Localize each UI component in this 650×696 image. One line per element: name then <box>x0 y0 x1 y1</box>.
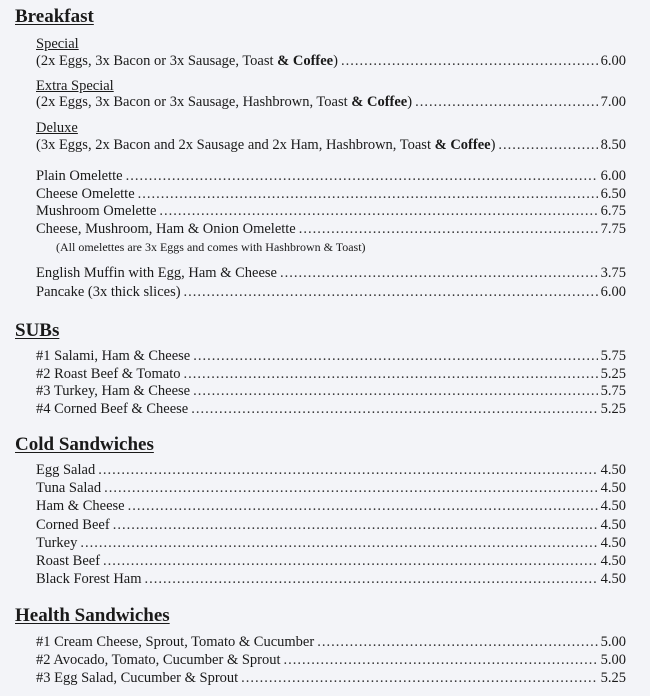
menu-item-deluxe <box>36 136 626 154</box>
dot-leader <box>317 633 597 651</box>
item-name: Turkey <box>36 534 78 551</box>
item-price: 4.50 <box>600 553 626 569</box>
dot-leader <box>128 497 598 515</box>
menu-item <box>36 669 626 687</box>
item-name: Mushroom Omelette <box>36 203 157 220</box>
item-price: 6.00 <box>600 53 626 69</box>
item-name: #3 Egg Salad, Cucumber & Sprout <box>36 670 239 686</box>
deluxe-label: Deluxe <box>36 120 78 136</box>
item-desc: (3x Eggs, 2x Bacon and 2x Sausage and 2x Ham, Hashbrown, Toast <box>36 137 435 153</box>
dot-leader <box>280 264 598 282</box>
menu-item <box>36 534 626 552</box>
menu-item <box>36 202 626 220</box>
item-name: Roast Beef <box>36 553 101 569</box>
dot-leader <box>159 202 597 220</box>
item-desc: (2x Eggs, 3x Bacon or 3x Sausage, Toast <box>36 53 278 69</box>
item-price: 5.00 <box>600 634 626 650</box>
item-name: #3 Turkey, Ham & Cheese <box>36 383 191 400</box>
dot-leader <box>299 220 598 238</box>
menu-item <box>36 552 626 570</box>
menu-item <box>36 283 626 301</box>
menu-item <box>36 382 626 400</box>
dot-leader <box>415 93 598 111</box>
section-heading-subs: SUBs <box>15 320 60 341</box>
dot-leader <box>113 516 598 534</box>
dot-leader <box>341 52 598 70</box>
special-label: Special <box>36 36 79 52</box>
item-desc-close: ) <box>333 53 338 69</box>
item-name: Cheese, Mushroom, Ham & Onion Omelette <box>36 221 296 238</box>
item-name: Ham & Cheese <box>36 498 125 515</box>
menu-item <box>36 633 626 651</box>
item-price: 7.75 <box>600 221 626 238</box>
item-price: 8.50 <box>600 137 626 153</box>
item-price: 5.00 <box>600 652 626 668</box>
menu-item <box>36 347 626 365</box>
menu-item <box>36 570 626 588</box>
item-desc-close: ) <box>407 94 413 110</box>
item-name: Black Forest Ham <box>36 571 142 588</box>
omelette-note: (All omelettes are 3x Eggs and comes with Hashbrown & Toast) <box>56 240 366 254</box>
item-price: 5.25 <box>600 365 626 382</box>
item-name: English Muffin with Egg, Ham & Cheese <box>36 265 277 281</box>
item-price: 4.50 <box>600 534 626 551</box>
item-name: #1 Cream Cheese, Sprout, Tomato & Cucumber <box>36 634 315 650</box>
menu-item <box>36 400 626 418</box>
item-price: 7.00 <box>600 94 626 110</box>
menu-item <box>36 264 626 282</box>
item-name: Plain Omelette <box>36 168 123 184</box>
item-price: 5.25 <box>600 670 626 686</box>
dot-leader <box>80 534 597 552</box>
menu-item <box>36 365 626 383</box>
dot-leader <box>126 167 598 185</box>
dot-leader <box>284 651 598 669</box>
item-name: #2 Roast Beef & Tomato <box>36 365 181 382</box>
dot-leader <box>191 400 597 418</box>
item-desc-bold: & Coffee <box>434 137 491 153</box>
menu-item <box>36 651 626 669</box>
item-price: 3.75 <box>600 265 626 281</box>
item-price: 4.50 <box>600 516 626 533</box>
dot-leader <box>104 479 598 497</box>
item-price: 4.50 <box>600 571 626 588</box>
item-price: 6.50 <box>600 185 626 202</box>
item-name: Pancake (3x thick slices) <box>36 284 181 300</box>
section-heading-health-sandwiches: Health Sandwiches <box>15 605 170 626</box>
item-price: 5.75 <box>600 348 626 364</box>
item-desc: (2x Eggs, 3x Bacon or 3x Sausage, Hashbrown, Toast <box>36 94 352 110</box>
dot-leader <box>138 185 598 203</box>
menu-item-special <box>36 52 626 70</box>
item-price: 6.75 <box>600 203 626 220</box>
item-name: Egg Salad <box>36 462 96 478</box>
item-price: 5.25 <box>600 401 626 418</box>
dot-leader <box>498 136 597 154</box>
item-desc-bold: & Coffee <box>351 94 408 110</box>
item-price: 6.00 <box>600 284 626 300</box>
menu-item <box>36 497 626 515</box>
dot-leader <box>193 347 597 365</box>
item-price: 4.50 <box>600 498 626 515</box>
item-name: #1 Salami, Ham & Cheese <box>36 348 191 364</box>
menu-item-extra-special <box>36 93 626 111</box>
item-price: 6.00 <box>600 168 626 184</box>
dot-leader <box>184 283 598 301</box>
item-price: 4.50 <box>600 462 626 478</box>
dot-leader <box>184 365 598 383</box>
dot-leader <box>103 552 598 570</box>
item-desc-bold: & Coffee <box>277 53 334 69</box>
item-name: Tuna Salad <box>36 480 102 497</box>
menu-item <box>36 479 626 497</box>
menu-item <box>36 185 626 203</box>
section-heading-cold-sandwiches: Cold Sandwiches <box>15 434 154 455</box>
item-price: 4.50 <box>600 480 626 497</box>
item-name: #2 Avocado, Tomato, Cucumber & Sprout <box>36 652 281 668</box>
section-heading-breakfast: Breakfast <box>15 6 94 27</box>
extra-special-label: Extra Special <box>36 78 114 94</box>
item-price: 5.75 <box>600 383 626 400</box>
dot-leader <box>98 461 597 479</box>
menu-item <box>36 167 626 185</box>
item-name: Cheese Omelette <box>36 185 135 202</box>
item-name: Corned Beef <box>36 516 110 533</box>
dot-leader <box>241 669 597 687</box>
dot-leader <box>193 382 598 400</box>
menu-item <box>36 220 626 238</box>
menu-item <box>36 516 626 534</box>
menu-item <box>36 461 626 479</box>
item-name: #4 Corned Beef & Cheese <box>36 401 189 418</box>
dot-leader <box>145 570 598 588</box>
item-desc-close: ) <box>490 137 496 153</box>
